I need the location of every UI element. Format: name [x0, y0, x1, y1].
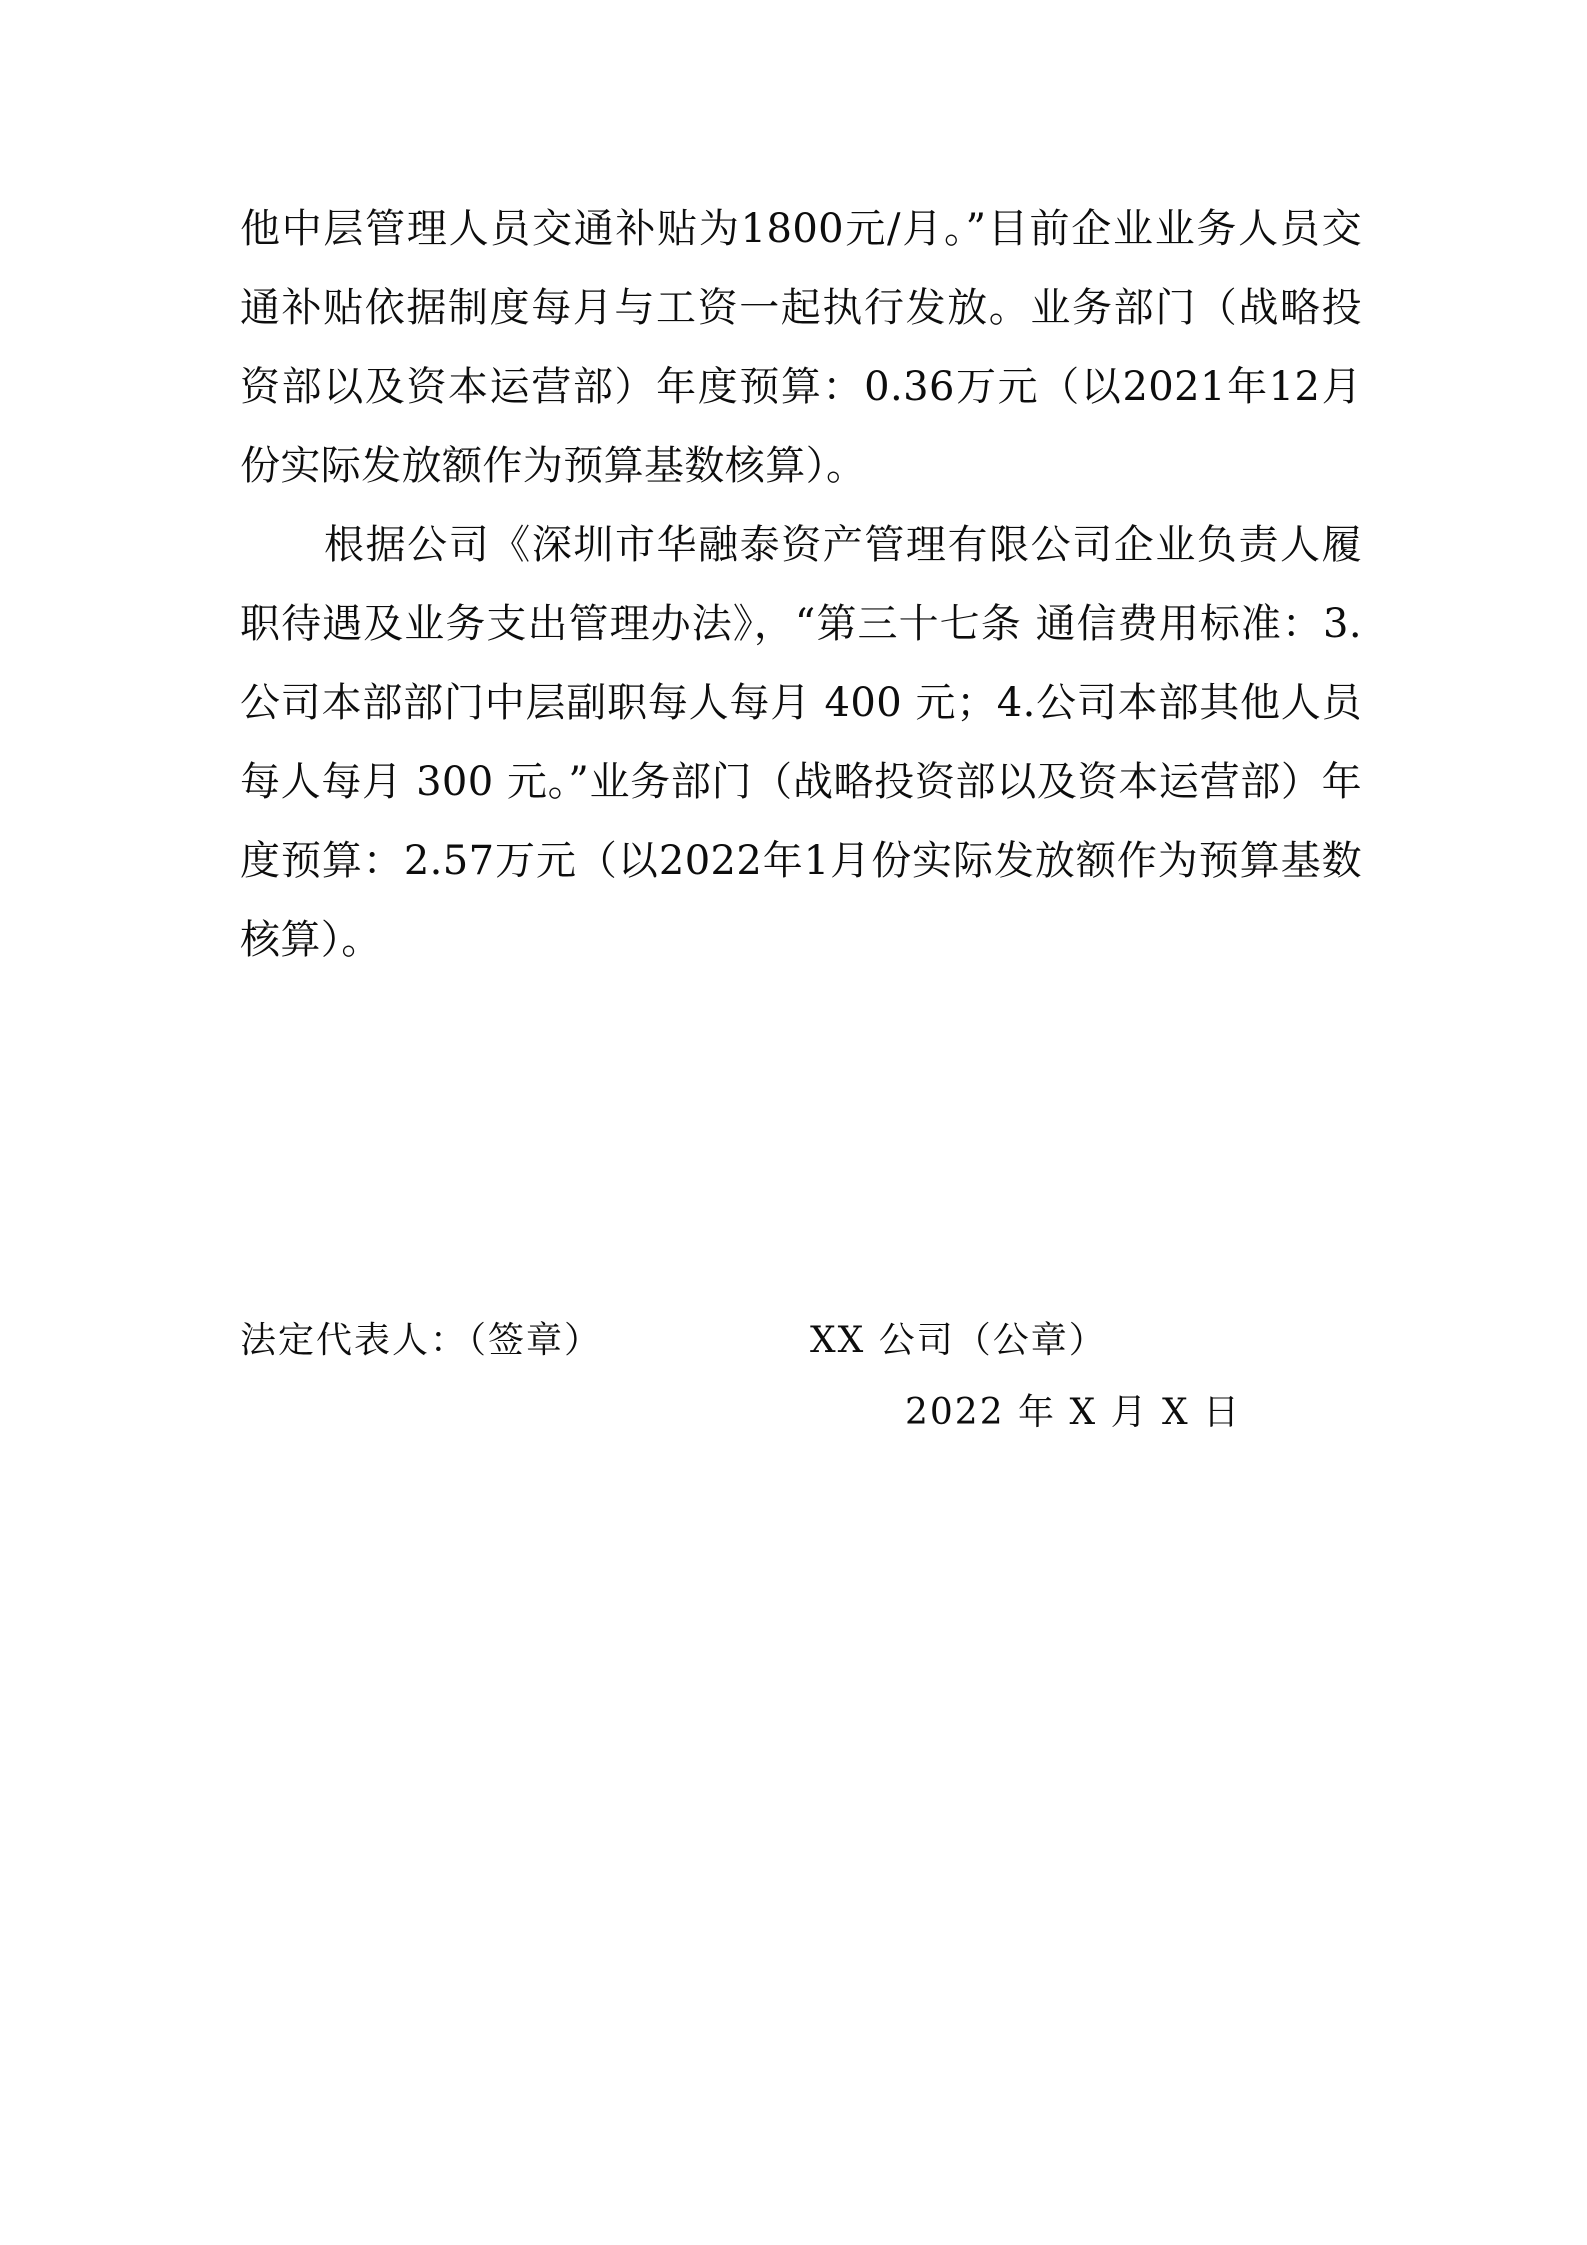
document-body	[240, 190, 1362, 980]
company-seal-label: XX 公司（公章）	[810, 1320, 1107, 1361]
date-spacer	[240, 1377, 905, 1449]
signature-date-row	[240, 1377, 1360, 1449]
signature-row	[240, 1305, 1360, 1377]
paragraph-transport-allowance: 他中层管理人员交通补贴为1800元/月。”目前企业业务人员交通补贴依据制度每月与工资一起执行发放。业务部门（战略投资部以及资本运营部）年度预算：0.36万元（以2021年12月份实际发放额作为预算基数核算）。	[240, 206, 1362, 489]
legal-representative-signature: 法定代表人：（签章）	[240, 1320, 603, 1361]
signature-date: 2022 年 X 月 X 日	[905, 1392, 1242, 1433]
paragraph-communication-fee: 根据公司《深圳市华融泰资产管理有限公司企业负责人履职待遇及业务支出管理办法》，“第三十七条 通信费用标准：3.公司本部部门中层副职每人每月 400 元；4.公司本部其他人员每人每月 300 元。”业务部门（战略投资部以及资本运营部）年度预算：2.57万元（以2022年1月份实际发放额作为预算基数核算）。	[240, 522, 1362, 963]
signature-block	[240, 1305, 1360, 1449]
